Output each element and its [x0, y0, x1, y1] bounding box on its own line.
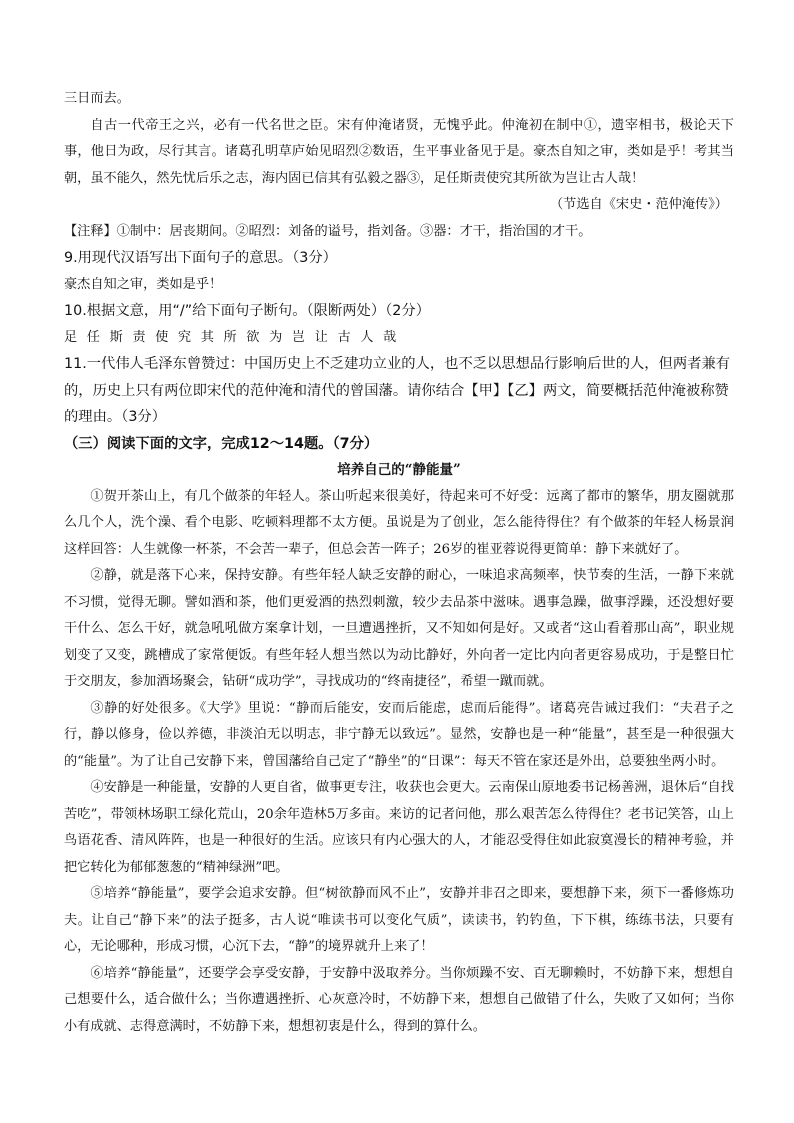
- passage-line: 三日而去。: [64, 91, 130, 106]
- article-paragraph-6: ⑥培养“静能量”，还要学会享受安静，于安静中汲取养分。当你烦躁不安、百无聊赖时，不妨静下来，想想自己想要什么，适合做什么；当你遭遇挫折、心灰意冷时，不妨静下来，想想自己做错了什么，失败了又如何；当你小有成就、志得意满时，不妨静下来，想想初衷是什么，得到的算什么。: [64, 965, 734, 1034]
- passage-paragraph: 自古一代帝王之兴，必有一代名世之臣。宋有仲淹诸贤，无愧乎此。仲淹初在制中①，遗宰相书，极论天下事，他日为政，尽行其言。诸葛孔明草庐始见昭烈②数语，生平事业备见于是。豪杰自知之审，类如是乎！考其当朝，虽不能久，然先忧后乐之志，海内固已信其有弘毅之器③，足任斯责使究其所欲为岂让古人哉！: [64, 117, 734, 186]
- section-3-heading: （三）阅读下面的文字，完成12～14题。（7分）: [64, 435, 379, 452]
- article-paragraph-3: ③静的好处很多。《大学》里说：“静而后能安，安而后能虑，虑而后能得”。诸葛亮告诫过我们：“夫君子之行，静以修身，俭以养德，非淡泊无以明志，非宁静无以致远”。显然，安静也是一种“能量”，甚至是一种很强大的“能量”。为了让自己安静下来，曾国藩给自己定了“静坐”的“日课”：每天不管在家还是外出，总要独坐两小时。: [64, 700, 734, 769]
- article-paragraph-4: ④安静是一种能量，安静的人更自省，做事更专注，收获也会更大。云南保山原地委书记杨善洲，退休后“自找苦吃”，带领林场职工绿化荒山，20余年造林5万多亩。来访的记者问他，那么艰苦怎么待得住？老书记笑答，山上鸟语花香、清风阵阵，也是一种很好的生活。应该只有内心强大的人，才能忍受得住如此寂寞漫长的精神考验，并把它转化为郁郁葱葱的“精神绿洲”吧。: [64, 780, 734, 875]
- question-10-sentence: 足任斯责使究其所欲为岂让古人哉: [64, 329, 406, 345]
- question-9-sentence: 豪杰自知之审，类如是乎！: [64, 276, 223, 292]
- question-11-prompt: 11.一代伟人毛泽东曾赞过：中国历史上不乏建功立业的人，也不乏以思想品行影响后世的人，但两者兼有的，历史上只有两位即宋代的范仲淹和清代的曾国藩。请你结合【甲】【乙】两文，简要概括范仲淹被称赞的理由。（3分）: [64, 356, 731, 425]
- article-paragraph-5: ⑤培养“静能量”，要学会追求安静。但“树欲静而风不止”，安静并非召之即来，要想静下来，须下一番修炼功夫。让自己“静下来”的法子挺多，古人说“唯读书可以变化气质”，读读书，钓钓鱼，下下棋，练练书法，只要有心，无论哪种，形成习惯，心沉下去，“静”的境界就升上来了！: [64, 886, 734, 954]
- passage-source: （节选自《宋史・范仲淹传》）: [549, 197, 728, 212]
- passage-notes: 【注释】①制中：居丧期间。②昭烈：刘备的谥号，指刘备。③器：才干，指治国的才干。: [64, 223, 592, 239]
- question-10-prompt: 10.根据文意，用“/”给下面句子断句。（限断两处）（2分）: [64, 303, 430, 319]
- question-9-prompt: 9.用现代汉语写出下面句子的意思。（3分）: [64, 250, 337, 266]
- article-paragraph-1: ①贺开茶山上，有几个做茶的年轻人。茶山听起来很美好，待起来可不好受：远离了都市的繁华，朋友圈就那么几个人，洗个澡、看个电影、吃顿料理都不太方便。虽说是为了创业，怎么能待得住？有个做茶的年轻人杨景润这样回答：人生就像一杯茶，不会苦一辈子，但总会苦一阵子；26岁的崔亚蓉说得更简单：静下来就好了。: [64, 488, 734, 557]
- article-paragraph-2: ②静，就是落下心来，保持安静。有些年轻人缺乏安静的耐心，一味追求高频率，快节奏的生活，一静下来就不习惯，觉得无聊。譬如酒和茶，他们更爱酒的热烈刺激，较少去品茶中滋味。遇事急躁，做事浮躁，还没想好要干什么、怎么干好，就急吼吼做方案拿计划，一旦遭遇挫折，又不知如何是好。又或者“这山看着那山高”，职业规划变了又变，跳槽成了家常便饭。有些年轻人想当然以为动比静好，外向者一定比内向者更容易成功，于是整日忙于交朋友，参加酒场聚会，钻研“成功学”，寻找成功的“终南捷径”，希望一蹴而就。: [64, 568, 734, 689]
- exam-page: [64, 86, 734, 1040]
- article-title: 培养自己的“静能量”: [337, 462, 461, 478]
